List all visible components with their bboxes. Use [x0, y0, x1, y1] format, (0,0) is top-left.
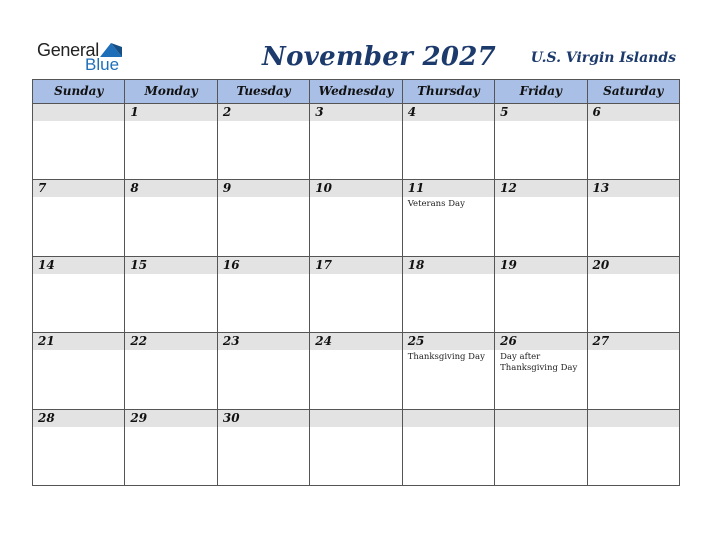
- day-cell: [403, 410, 495, 486]
- day-cell: [310, 104, 402, 179]
- day-cell: [310, 257, 402, 332]
- day-cell: [310, 180, 402, 255]
- day-number: 3: [315, 105, 324, 119]
- day-number: 23: [222, 334, 240, 349]
- day-number: 30: [222, 410, 240, 425]
- day-number-bar: [310, 104, 401, 121]
- day-cell: [218, 104, 310, 179]
- generalblue-logo: [37, 40, 127, 74]
- weekday-header-row: [33, 80, 679, 104]
- day-number: 22: [130, 334, 148, 349]
- day-number: 9: [222, 181, 232, 196]
- day-number: 29: [130, 410, 148, 425]
- day-number-bar: [495, 104, 586, 121]
- day-number: 18: [407, 257, 425, 272]
- day-cell: [403, 333, 495, 408]
- day-number: 13: [592, 181, 610, 196]
- day-number-bar: [218, 180, 309, 197]
- day-cell: [310, 410, 402, 486]
- day-cell: [495, 257, 587, 332]
- day-cell: [125, 104, 217, 179]
- week-row: [33, 257, 679, 333]
- weekday-header-sunday: Sunday: [33, 80, 125, 103]
- weekday-header-saturday: Saturday: [603, 84, 664, 98]
- day-cell: [588, 257, 679, 332]
- day-number: 8: [130, 181, 139, 196]
- day-number: 7: [38, 181, 47, 196]
- day-number: 12: [500, 181, 517, 196]
- day-cell: [403, 257, 495, 332]
- calendar-grid: [32, 79, 680, 486]
- weekday-header-monday: Monday: [125, 80, 217, 103]
- day-cell: [125, 180, 217, 255]
- holiday-label: Veterans Day: [407, 199, 465, 210]
- day-cell: [218, 410, 310, 486]
- day-number: 2: [222, 105, 232, 119]
- day-number-bar: [218, 104, 309, 121]
- day-cell: [125, 410, 217, 486]
- day-cell: [495, 180, 587, 255]
- day-number: 25: [407, 334, 425, 349]
- day-number: 6: [592, 105, 601, 119]
- day-cell: [125, 333, 217, 408]
- day-cell: [588, 333, 679, 408]
- day-number-bar: [495, 410, 586, 427]
- day-number: 26: [500, 334, 517, 349]
- day-cell: [218, 333, 310, 408]
- weekday-header-friday: Friday: [495, 80, 587, 103]
- day-cell: [33, 333, 125, 408]
- day-number: 27: [592, 334, 610, 349]
- day-number: 14: [38, 257, 55, 272]
- holiday-label: Thanksgiving Day: [407, 352, 485, 363]
- day-number: 20: [592, 257, 610, 272]
- day-number: 5: [500, 105, 509, 119]
- week-row: [33, 180, 679, 256]
- day-cell: [33, 410, 125, 486]
- day-number-bar: [403, 104, 494, 121]
- day-number-bar: [403, 410, 494, 427]
- day-cell: [495, 333, 587, 408]
- day-number: 16: [222, 257, 240, 272]
- day-number-bar: [588, 410, 679, 427]
- day-cell: [588, 104, 679, 179]
- day-number: 15: [130, 257, 148, 272]
- day-number-bar: [310, 410, 401, 427]
- day-number: 4: [407, 105, 417, 119]
- region-label: U.S. Virgin Islands: [530, 50, 676, 66]
- day-cell: [588, 180, 679, 255]
- logo-text-blue: Blue: [85, 55, 120, 74]
- week-row: [33, 104, 679, 180]
- day-cell: [33, 180, 125, 255]
- day-number: 11: [407, 181, 425, 196]
- day-number-bar: [33, 104, 124, 121]
- page-title: November 2027: [262, 42, 497, 72]
- week-row: [33, 333, 679, 409]
- day-cell: [403, 104, 495, 179]
- day-cell: [495, 410, 587, 486]
- day-cell: [218, 180, 310, 255]
- day-number: 21: [38, 334, 55, 349]
- day-number-bar: [588, 104, 679, 121]
- holiday-label: Day after Thanksgiving Day: [500, 352, 578, 374]
- day-number: 1: [130, 105, 139, 119]
- day-number: 28: [38, 410, 55, 425]
- day-cell: [403, 180, 495, 255]
- weekday-header-tuesday: Tuesday: [218, 80, 310, 103]
- week-row: [33, 410, 679, 486]
- day-number: 10: [315, 181, 332, 196]
- logo-text-general: General: [37, 40, 99, 60]
- day-cell: [495, 104, 587, 179]
- day-cell: [310, 333, 402, 408]
- day-number: 24: [315, 334, 332, 349]
- day-cell: [588, 410, 679, 486]
- day-number: 17: [315, 257, 332, 272]
- day-number-bar: [125, 104, 216, 121]
- day-number: 19: [500, 257, 517, 272]
- day-cell: [125, 257, 217, 332]
- day-cell: [33, 257, 125, 332]
- day-cell: [218, 257, 310, 332]
- day-number-bar: [33, 180, 124, 197]
- weekday-header-thursday: Thursday: [403, 80, 495, 103]
- day-cell: [33, 104, 125, 179]
- weekday-header-wednesday: Wednesday: [310, 80, 402, 103]
- day-number-bar: [125, 180, 216, 197]
